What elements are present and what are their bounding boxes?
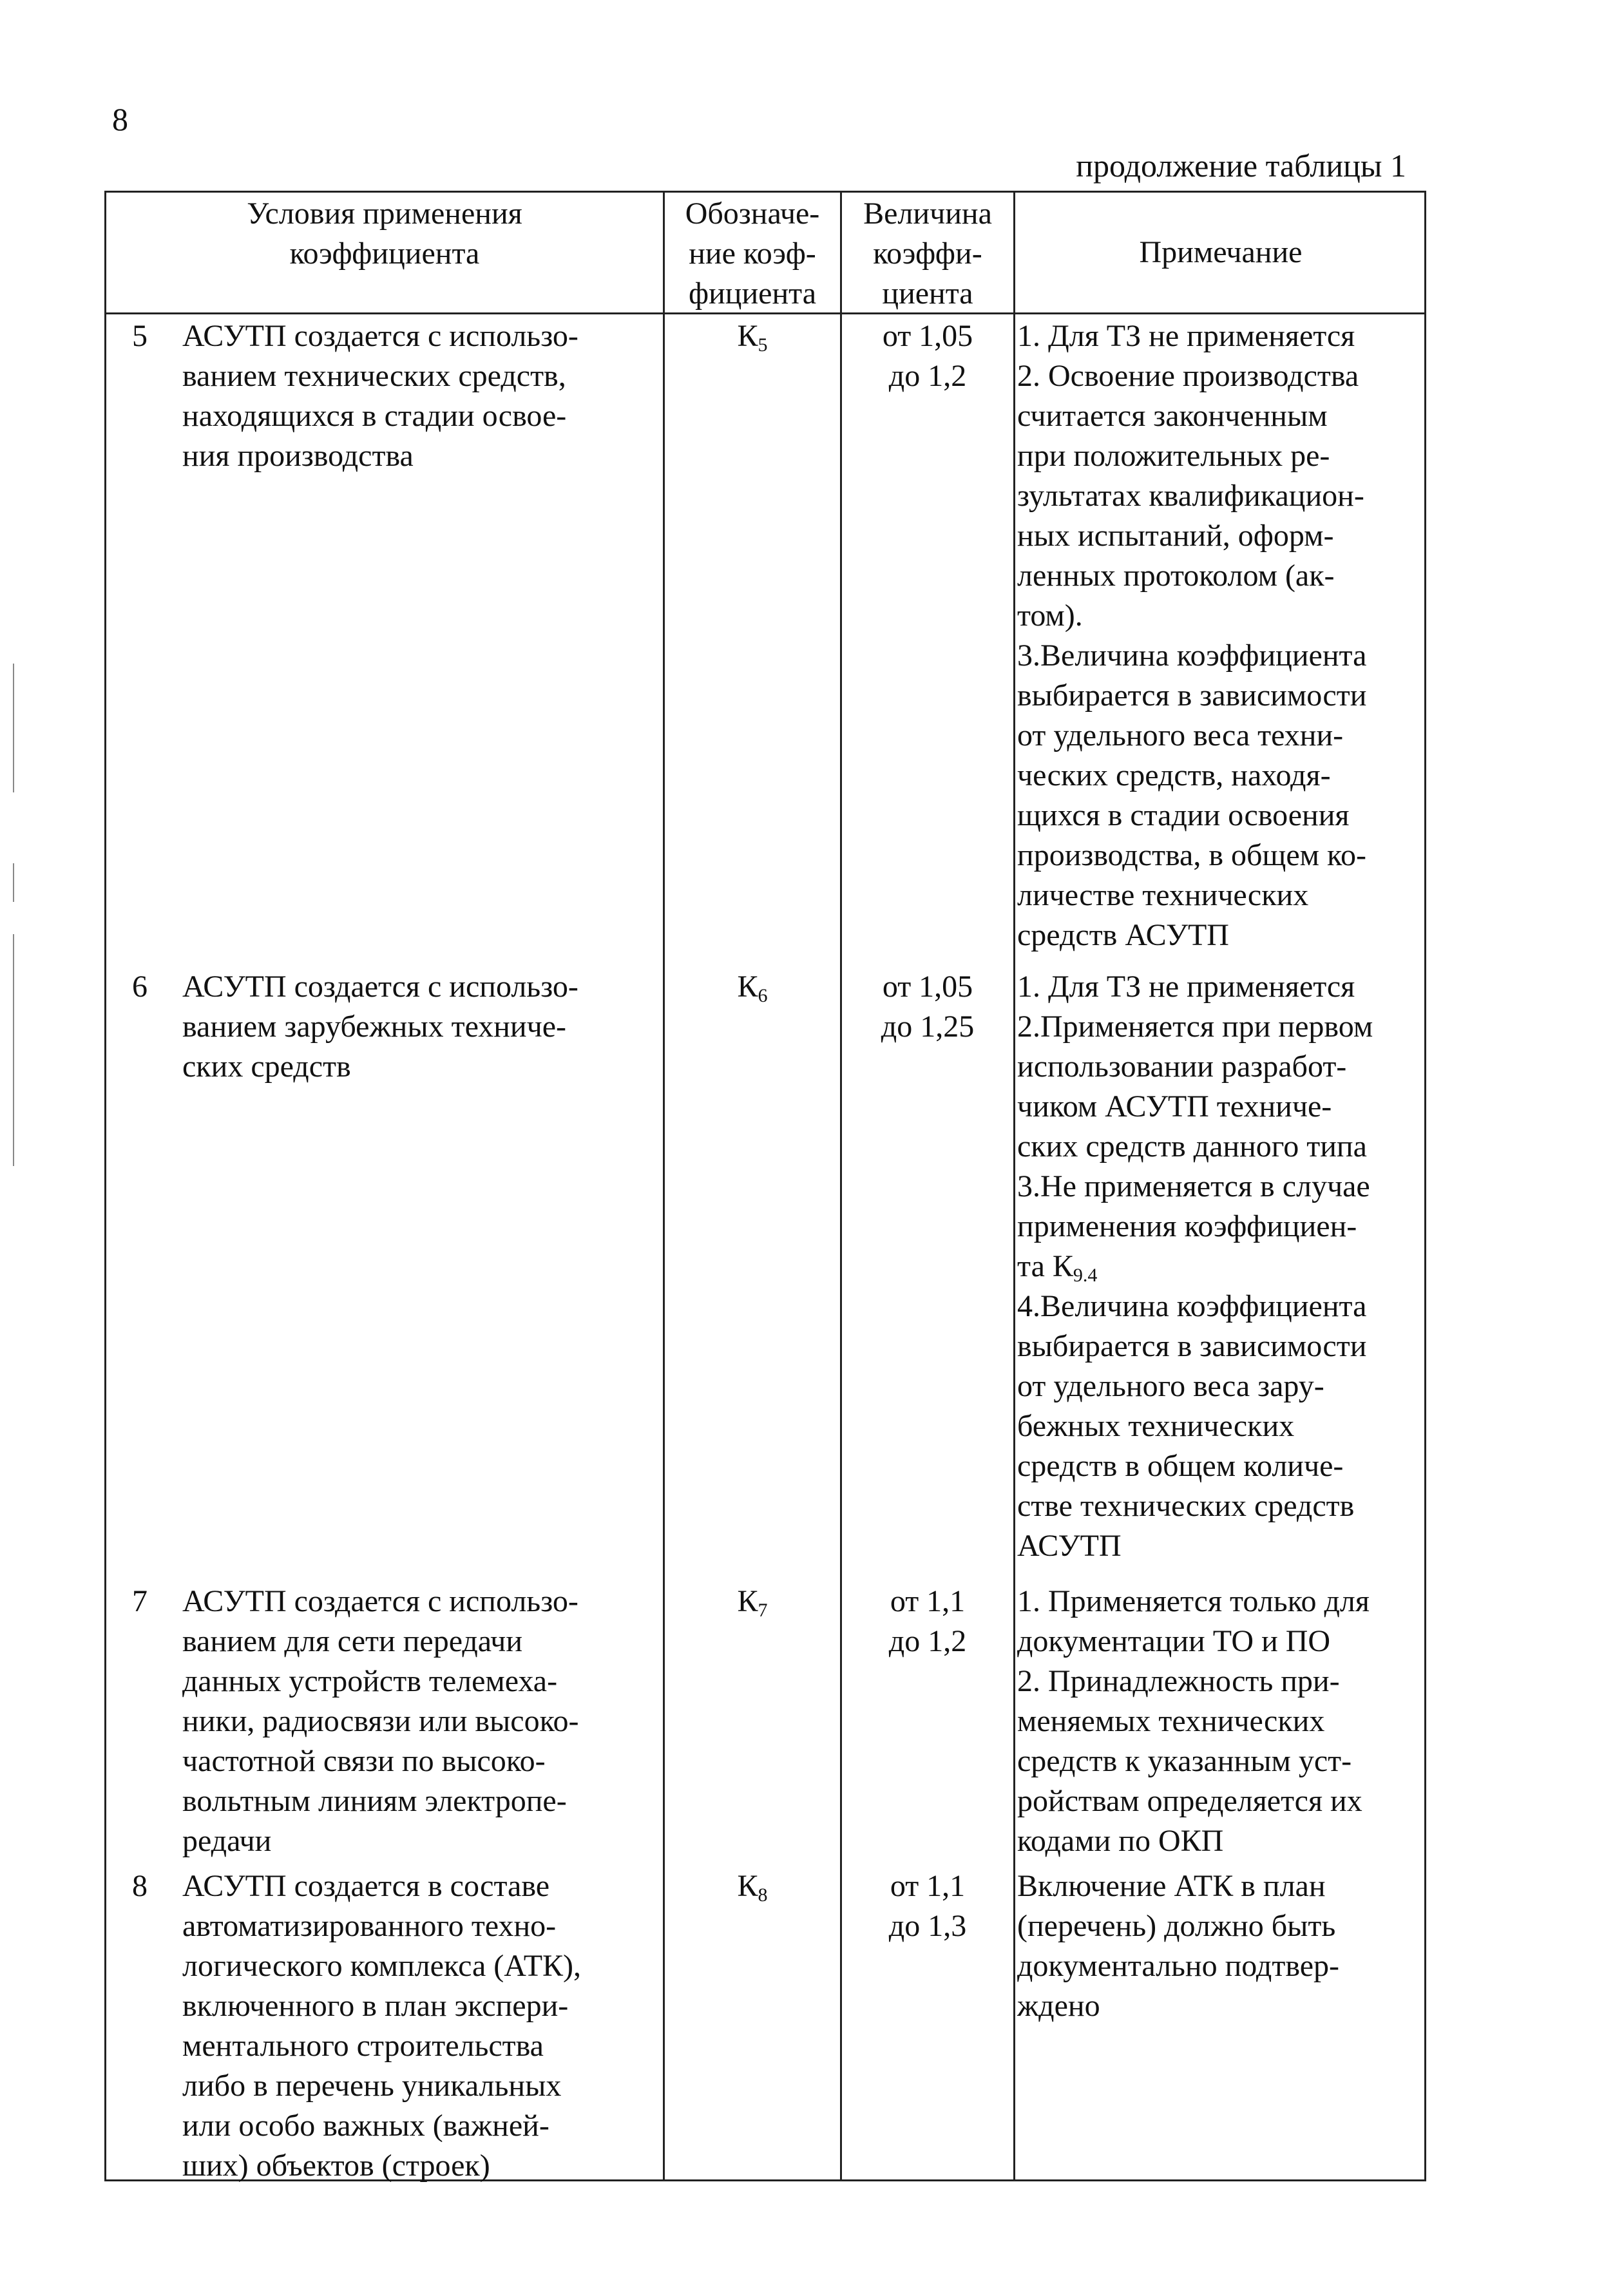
- row-value: от 1,05 до 1,25: [881, 970, 975, 1044]
- column-divider: [1013, 193, 1015, 2179]
- row-designation: $К_6$: [737, 970, 768, 1006]
- row-number: 5: [132, 319, 148, 353]
- row-value: от 1,1 до 1,3: [888, 1869, 967, 1943]
- row-note: Включение АТК в план (перечень) должно быть документально подтвер- ждено: [1017, 1869, 1339, 2023]
- row-number: 8: [132, 1869, 148, 1903]
- row-value: от 1,05 до 1,2: [882, 319, 973, 393]
- row-number: 7: [132, 1584, 148, 1618]
- row-note: 1. Для ТЗ не применяется 2.Применяется при первом использовании разработ- чиком АСУТП техниче- ских средств данного типа 3.Не применяется в случае применения коэффициен- та $К_{9.4}$ 4.Величина коэффициента выбирается в зависимости от удельного веса зару- бежных технических средств в общем количе- стве технических средств АСУТП: [1017, 970, 1373, 1563]
- scan-edge-mark: [13, 934, 14, 1166]
- row-condition: АСУТП создается с использо- ванием для сети передачи данных устройств телемеха- ники, радиосвязи или высоко- частотной связи по высоко- вольтным линиям электропе- редачи: [182, 1584, 579, 1858]
- row-designation: $К_8$: [737, 1869, 768, 1906]
- row-condition: АСУТП создается с использо- ванием технических средств, находящихся в стадии освое- ния производства: [182, 319, 578, 473]
- coefficients-table: [104, 191, 1426, 2181]
- row-number: 6: [132, 970, 148, 1004]
- row-condition: АСУТП создается в составе автоматизированного техно- логического комплекса (АТК), включенного в план экспери- ментального строительства либо в перечень уникальных или особо важных (важней- ших) объектов (строек): [182, 1869, 582, 2183]
- table-continuation-note: продолжение таблицы 1: [1076, 148, 1406, 184]
- row-designation: $К_7$: [737, 1584, 768, 1621]
- header-value: Величина коэффи- циента: [863, 196, 992, 311]
- page-number: 8: [112, 101, 128, 137]
- row-condition: АСУТП создается с использо- ванием зарубежных техниче- ских средств: [182, 970, 578, 1084]
- header-conditions: Условия применения коэффициента: [247, 196, 522, 271]
- row-designation: $К_5$: [737, 319, 768, 356]
- scan-edge-mark: [13, 664, 14, 792]
- header-note: Примечание: [1139, 235, 1303, 269]
- row-note: 1. Применяется только для документации ТО и ПО 2. Принадлежность при- меняемых технических средств к указанным уст- ройствам определяется их кодами по ОКП: [1017, 1584, 1370, 1858]
- scan-edge-mark: [13, 863, 14, 902]
- header-designation: Обозначе- ние коэф- фициента: [685, 196, 820, 311]
- row-value: от 1,1 до 1,2: [888, 1584, 967, 1658]
- row-note: 1. Для ТЗ не применяется 2. Освоение производства считается законченным при положительных ре- зультатах квалификацион- ных испытаний, оформ- ленных протоколом (ак- том). 3.Величина коэффициента выбирается в зависимости от удельного веса техни- ческих средств, находя- щихся в стадии освоения производства, в общем ко- личестве технических средств АСУТП: [1017, 319, 1367, 952]
